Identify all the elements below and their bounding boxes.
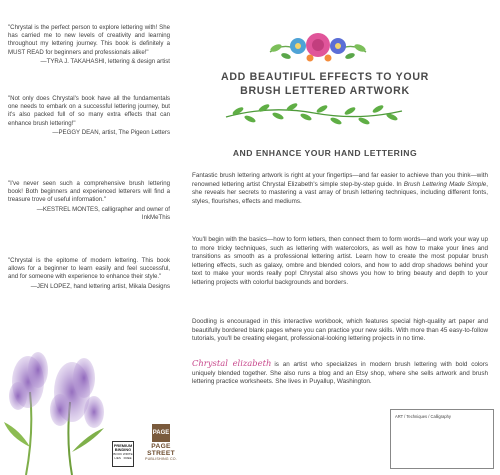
publisher-mark: PAGE bbox=[152, 424, 170, 442]
publisher-name: PAGE STREET bbox=[147, 443, 175, 457]
headline: ADD BEAUTIFUL EFFECTS TO YOUR BRUSH LETTERED ARTWORK bbox=[220, 71, 430, 97]
binding-label: PREMIUM BINDING bbox=[113, 443, 133, 452]
category-box bbox=[390, 409, 494, 469]
book-title: Brush Lettering Made Simple bbox=[403, 180, 487, 188]
author-signature: Chrystal elizabeth bbox=[192, 358, 272, 368]
testimonial-text: "Chrystal is the epitome of modern lettering. This book allows for a beginner to learn easily and feel successful, and for someone with experience to enhance their style." bbox=[8, 257, 170, 281]
publisher-logo bbox=[143, 424, 179, 461]
publisher-subtitle: PUBLISHING CO. bbox=[145, 457, 177, 461]
floral-ornament bbox=[264, 28, 372, 66]
description-paragraph: Fantastic brush lettering artwork is right at your fingertips—and far easier to achieve than you think—with renowned lettering artist Chrystal Elizabeth's simple step-by-step guide. In Brush Lettering Made Simple, she reveals her secrets to mastering a vast array of brush lettering techniques, including different fonts, styles, flourishes, effects and mediums. bbox=[192, 172, 488, 205]
testimonial bbox=[8, 257, 170, 291]
testimonial bbox=[8, 180, 170, 222]
description-paragraph: Doodling is encouraged in this interactive workbook, which features special high-quality art paper and beautifully bordered blank pages where you can practice your new skills. With more than 45 easy-to-follow tutorials, you'll be creating elegant, professional-looking lettering projects in no time. bbox=[192, 318, 488, 343]
description-column bbox=[190, 0, 500, 475]
testimonial bbox=[8, 24, 170, 66]
testimonial-attribution: —TYRA J. TAKAHASHI, lettering & design artist bbox=[40, 57, 170, 65]
testimonial-attribution: —PEGGY DEAN, artist, The Pigeon Letters bbox=[52, 128, 170, 136]
testimonial-text: "I've never seen such a comprehensive brush lettering book! Both beginners and experienced letterers will find a treasure trove of useful information." bbox=[8, 180, 170, 204]
category-label: ART / Techniques / Calligraphy bbox=[395, 414, 451, 419]
vine-ornament bbox=[222, 99, 406, 133]
testimonial-attribution: —KESTREL MONTES, calligrapher and owner of InkMeThis bbox=[36, 205, 170, 221]
testimonial-attribution: —JEN LOPEZ, hand lettering artist, Mikala Designs bbox=[30, 282, 170, 290]
testimonials-column bbox=[0, 0, 177, 475]
description-paragraph: You'll begin with the basics—how to form letters, then connect them to form words—and work your way up to more tricky techniques, such as lettering with watercolors, as well as how to make your lines and transitions as smooth as a professional lettering artist. Learn how to create the most popular brush lettering effects, such as galaxy, ombre and blended colors, and how to add drop shadows behind your text to make your words really pop! Chrystal also shows you how to bring beauty and depth to your lettering projects with colorful backgrounds and borders. bbox=[192, 236, 488, 286]
author-bio: Chrystal elizabeth is an artist who specializes in modern brush lettering with bold colors uniquely blended together. She also runs a blog and an Etsy shop, where she sells artwork and brush lettering practice worksheets. She lives in Puyallup, Washington. bbox=[192, 358, 488, 386]
subheadline: AND ENHANCE YOUR HAND LETTERING bbox=[232, 148, 418, 158]
premium-binding-badge: PREMIUM BINDING BOOK WRITE LIES FREE bbox=[112, 441, 134, 467]
testimonial-text: "Not only does Chrystal's book have all the fundamentals one needs to embark on a successful lettering journey, but it's also packed full of so many extra effects that can enhance brush lettering!" bbox=[8, 95, 170, 127]
testimonial bbox=[8, 95, 170, 137]
lavender-illustration bbox=[0, 352, 120, 475]
testimonial-text: "Chrystal is the perfect person to explore lettering with! She has carried me to new levels of creativity and learning throughout my lettering journey. This book is definitely a MUST READ for beginners and professionals alike!" bbox=[8, 24, 170, 56]
